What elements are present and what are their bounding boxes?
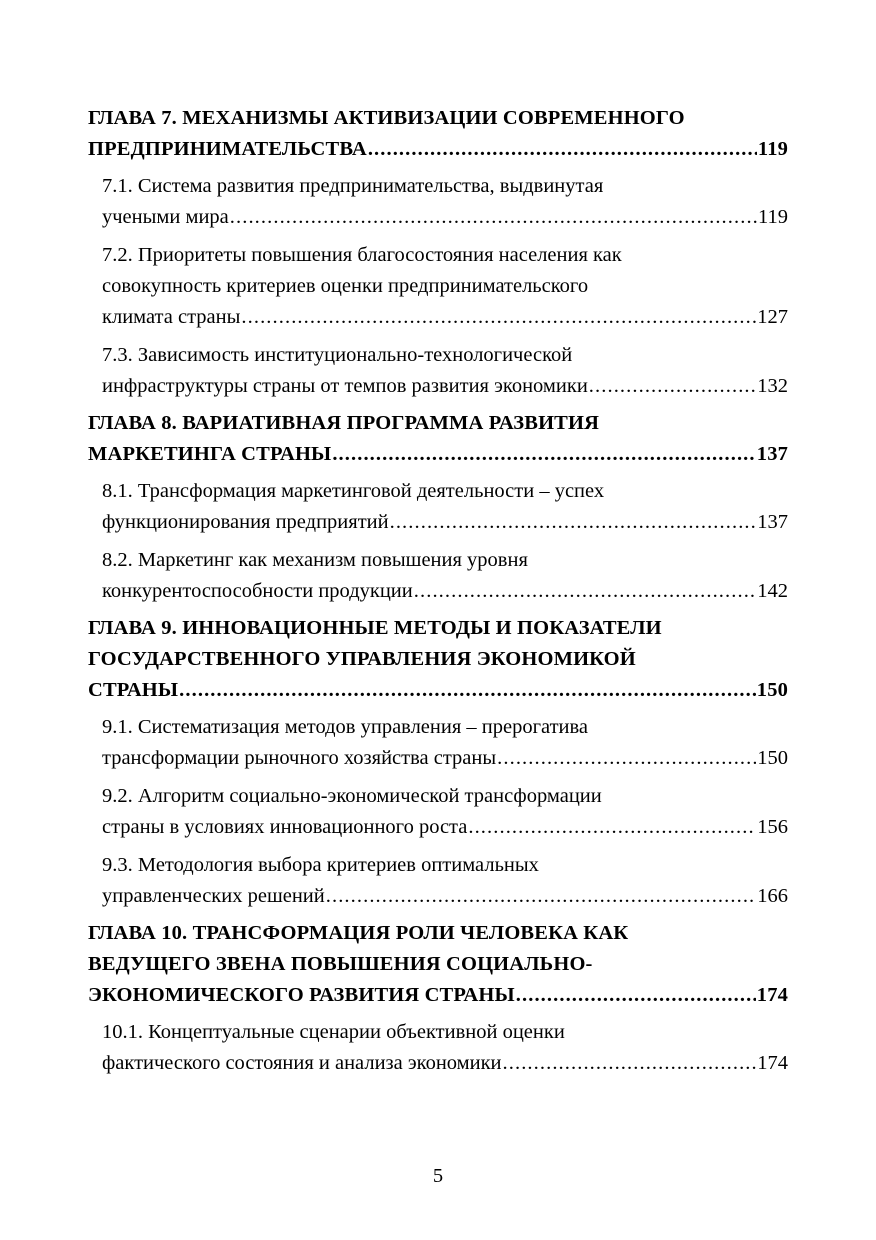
toc-section-title-line: 9.3. Методология выбора критериев оптимальных: [102, 854, 539, 876]
toc-section-leader-line: [102, 1048, 788, 1079]
toc-section-leader-line: [102, 812, 788, 843]
toc-section[interactable]: [88, 781, 788, 843]
toc-chapter-title-line: ГЛАВА 10. ТРАНСФОРМАЦИЯ РОЛИ ЧЕЛОВЕКА КАК: [88, 922, 629, 944]
toc-section[interactable]: [88, 340, 788, 402]
page-reference: 137: [757, 511, 788, 533]
page-reference: 127: [757, 306, 788, 328]
toc-section-leader-line: [102, 507, 788, 538]
page-reference: 150: [757, 747, 788, 769]
toc-section-title-line: 7.3. Зависимость институционально-технологической: [102, 344, 573, 366]
toc-chapter-title-line: ГЛАВА 9. ИННОВАЦИОННЫЕ МЕТОДЫ И ПОКАЗАТЕЛИ: [88, 617, 662, 639]
toc-chapter-title-last-line: МАРКЕТИНГА СТРАНЫ: [88, 443, 332, 465]
dot-leader: [503, 1048, 757, 1079]
dot-leader: [230, 202, 757, 233]
toc-section-title-last-line: фактического состояния и анализа экономики: [102, 1052, 502, 1074]
toc-section-leader-line: [102, 881, 788, 912]
toc-chapter[interactable]: [88, 613, 788, 706]
toc-section[interactable]: [88, 850, 788, 912]
toc-chapter-leader-line: [88, 134, 788, 165]
toc-chapter-title-last-line: ЭКОНОМИЧЕСКОГО РАЗВИТИЯ СТРАНЫ: [88, 984, 515, 1006]
table-of-contents: [88, 103, 788, 1079]
toc-section-title-last-line: климата страны: [102, 306, 241, 328]
toc-chapter-title-line: ГЛАВА 8. ВАРИАТИВНАЯ ПРОГРАММА РАЗВИТИЯ: [88, 412, 600, 434]
toc-section[interactable]: [88, 476, 788, 538]
dot-leader: [390, 507, 757, 538]
toc-chapter-leader-line: [88, 439, 788, 470]
page-reference: 132: [757, 375, 788, 397]
page-number: 5: [432, 1165, 444, 1187]
toc-chapter-title-line: ВЕДУЩЕГО ЗВЕНА ПОВЫШЕНИЯ СОЦИАЛЬНО-: [88, 953, 593, 975]
dot-leader: [497, 743, 756, 774]
toc-chapter[interactable]: [88, 103, 788, 165]
toc-section-leader-line: [102, 202, 788, 233]
toc-section-title-last-line: учеными мира: [102, 206, 229, 228]
toc-section-title-last-line: трансформации рыночного хозяйства страны: [102, 747, 497, 769]
page-reference: 166: [757, 885, 788, 907]
toc-section[interactable]: [88, 1017, 788, 1079]
page-reference: 156: [757, 816, 788, 838]
toc-section-title-line: 10.1. Концептуальные сценарии объективной оценки: [102, 1021, 565, 1043]
dot-leader: [332, 439, 755, 470]
dot-leader: [326, 881, 757, 912]
toc-section-title-line: 9.1. Систематизация методов управления – прерогатива: [102, 716, 589, 738]
dot-leader: [179, 675, 756, 706]
page-reference: 142: [757, 580, 788, 602]
toc-section-leader-line: [102, 371, 788, 402]
toc-section-title-last-line: конкурентоспособности продукции: [102, 580, 413, 602]
toc-section-leader-line: [102, 302, 788, 333]
toc-section-leader-line: [102, 576, 788, 607]
toc-chapter-leader-line: [88, 980, 788, 1011]
page-reference: 174: [756, 984, 788, 1006]
dot-leader: [516, 980, 756, 1011]
toc-section-leader-line: [102, 743, 788, 774]
page-reference: 150: [756, 679, 788, 701]
toc-section-title-last-line: инфраструктуры страны от темпов развития экономики: [102, 375, 588, 397]
toc-section[interactable]: [88, 240, 788, 333]
page-reference: 174: [757, 1052, 788, 1074]
toc-chapter-leader-line: [88, 675, 788, 706]
toc-section-title-line: 7.2. Приоритеты повышения благосостояния населения как: [102, 244, 622, 266]
dot-leader: [241, 302, 756, 333]
toc-section-title-last-line: функционирования предприятий: [102, 511, 389, 533]
toc-section[interactable]: [88, 171, 788, 233]
toc-chapter-title-last-line: ПРЕДПРИНИМАТЕЛЬСТВА: [88, 138, 367, 160]
toc-chapter-title-line: ГОСУДАРСТВЕННОГО УПРАВЛЕНИЯ ЭКОНОМИКОЙ: [88, 648, 636, 670]
page-reference: 119: [757, 138, 788, 160]
toc-chapter[interactable]: [88, 408, 788, 470]
toc-section-title-last-line: страны в условиях инновационного роста: [102, 816, 468, 838]
toc-chapter-title-last-line: СТРАНЫ: [88, 679, 179, 701]
dot-leader: [414, 576, 756, 607]
toc-section-title-line: 7.1. Система развития предпринимательства, выдвинутая: [102, 175, 604, 197]
toc-section-title-last-line: управленческих решений: [102, 885, 325, 907]
dot-leader: [468, 812, 756, 843]
toc-section-title-line: 8.2. Маркетинг как механизм повышения уровня: [102, 549, 528, 571]
dot-leader: [368, 134, 757, 165]
page-reference: 119: [758, 206, 788, 228]
toc-section-title-line: 8.1. Трансформация маркетинговой деятельности – успех: [102, 480, 605, 502]
toc-chapter-title-line: ГЛАВА 7. МЕХАНИЗМЫ АКТИВИЗАЦИИ СОВРЕМЕННОГО: [88, 107, 685, 129]
toc-section[interactable]: [88, 545, 788, 607]
dot-leader: [589, 371, 756, 402]
page-reference: 137: [756, 443, 788, 465]
toc-section[interactable]: [88, 712, 788, 774]
toc-chapter[interactable]: [88, 918, 788, 1011]
toc-section-title-line: 9.2. Алгоритм социально-экономической трансформации: [102, 785, 602, 807]
toc-section-title-line: совокупность критериев оценки предпринимательского: [102, 275, 589, 297]
